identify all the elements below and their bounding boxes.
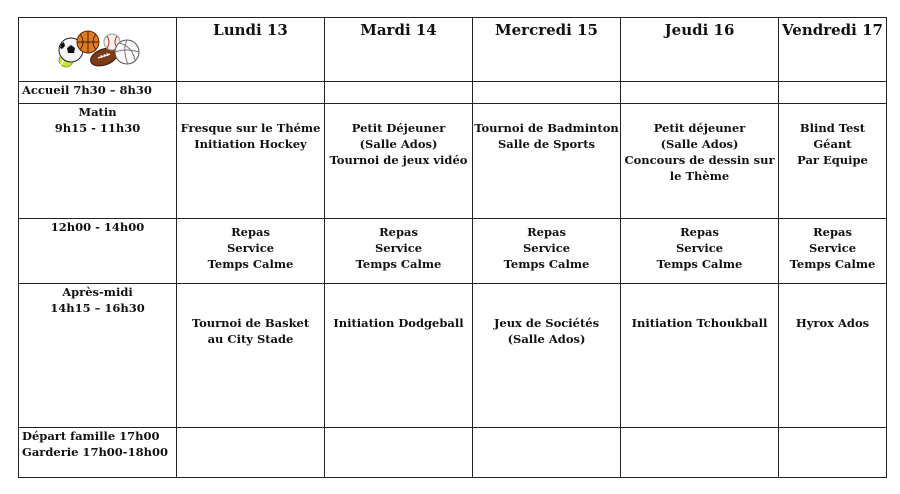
day-header-mercredi: Mercredi 15 xyxy=(473,18,621,82)
cell-empty xyxy=(325,82,473,104)
weekly-schedule-table xyxy=(18,17,887,478)
header-row xyxy=(19,18,887,82)
row-depart xyxy=(19,428,887,478)
activity-cell-mercredi-apresmidi: Jeux de Sociétés (Salle Ados) xyxy=(473,284,621,428)
day-header-mardi: Mardi 14 xyxy=(325,18,473,82)
activity-cell-lundi-apresmidi: Tournoi de Basket au City Stade xyxy=(177,284,325,428)
cell-empty xyxy=(325,428,473,478)
cell-empty xyxy=(177,428,325,478)
cell-empty xyxy=(177,82,325,104)
day-header-lundi: Lundi 13 xyxy=(177,18,325,82)
activity-cell-lundi-matin: Fresque sur le Théme Initiation Hockey xyxy=(177,104,325,219)
row-apresmidi xyxy=(19,284,887,428)
cell-empty xyxy=(473,428,621,478)
day-header-jeudi: Jeudi 16 xyxy=(621,18,779,82)
activity-cell-lundi-midi: Repas Service Temps Calme xyxy=(177,219,325,284)
row-accueil xyxy=(19,82,887,104)
activity-cell-mardi-midi: Repas Service Temps Calme xyxy=(325,219,473,284)
row-label-matin: Matin 9h15 - 11h30 xyxy=(19,104,177,219)
logo-cell xyxy=(19,18,177,82)
cell-empty xyxy=(621,82,779,104)
day-header-vendredi: Vendredi 17 xyxy=(779,18,887,82)
row-label-midi: 12h00 - 14h00 xyxy=(19,219,177,284)
cell-empty xyxy=(621,428,779,478)
activity-cell-vendredi-apresmidi: Hyrox Ados xyxy=(779,284,887,428)
activity-cell-mercredi-matin: Tournoi de Badminton Salle de Sports xyxy=(473,104,621,219)
activity-cell-jeudi-apresmidi: Initiation Tchoukball xyxy=(621,284,779,428)
activity-cell-vendredi-midi: Repas Service Temps Calme xyxy=(779,219,887,284)
activity-cell-mardi-matin: Petit Déjeuner (Salle Ados) Tournoi de jeux vidéo xyxy=(325,104,473,219)
activity-cell-mardi-apresmidi: Initiation Dodgeball xyxy=(325,284,473,428)
cell-empty xyxy=(473,82,621,104)
cell-empty xyxy=(779,428,887,478)
activity-cell-mercredi-midi: Repas Service Temps Calme xyxy=(473,219,621,284)
row-label-depart: Départ famille 17h00 Garderie 17h00-18h00 xyxy=(19,428,177,478)
row-matin xyxy=(19,104,887,219)
activity-cell-vendredi-matin: Blind Test Géant Par Equipe xyxy=(779,104,887,219)
row-midi xyxy=(19,219,887,284)
activity-cell-jeudi-midi: Repas Service Temps Calme xyxy=(621,219,779,284)
row-label-accueil: Accueil 7h30 – 8h30 xyxy=(19,82,177,104)
row-label-apresmidi: Après-midi 14h15 – 16h30 xyxy=(19,284,177,428)
sports-balls-icon xyxy=(56,30,140,70)
cell-empty xyxy=(779,82,887,104)
activity-cell-jeudi-matin: Petit déjeuner (Salle Ados) Concours de dessin sur le Thème xyxy=(621,104,779,219)
